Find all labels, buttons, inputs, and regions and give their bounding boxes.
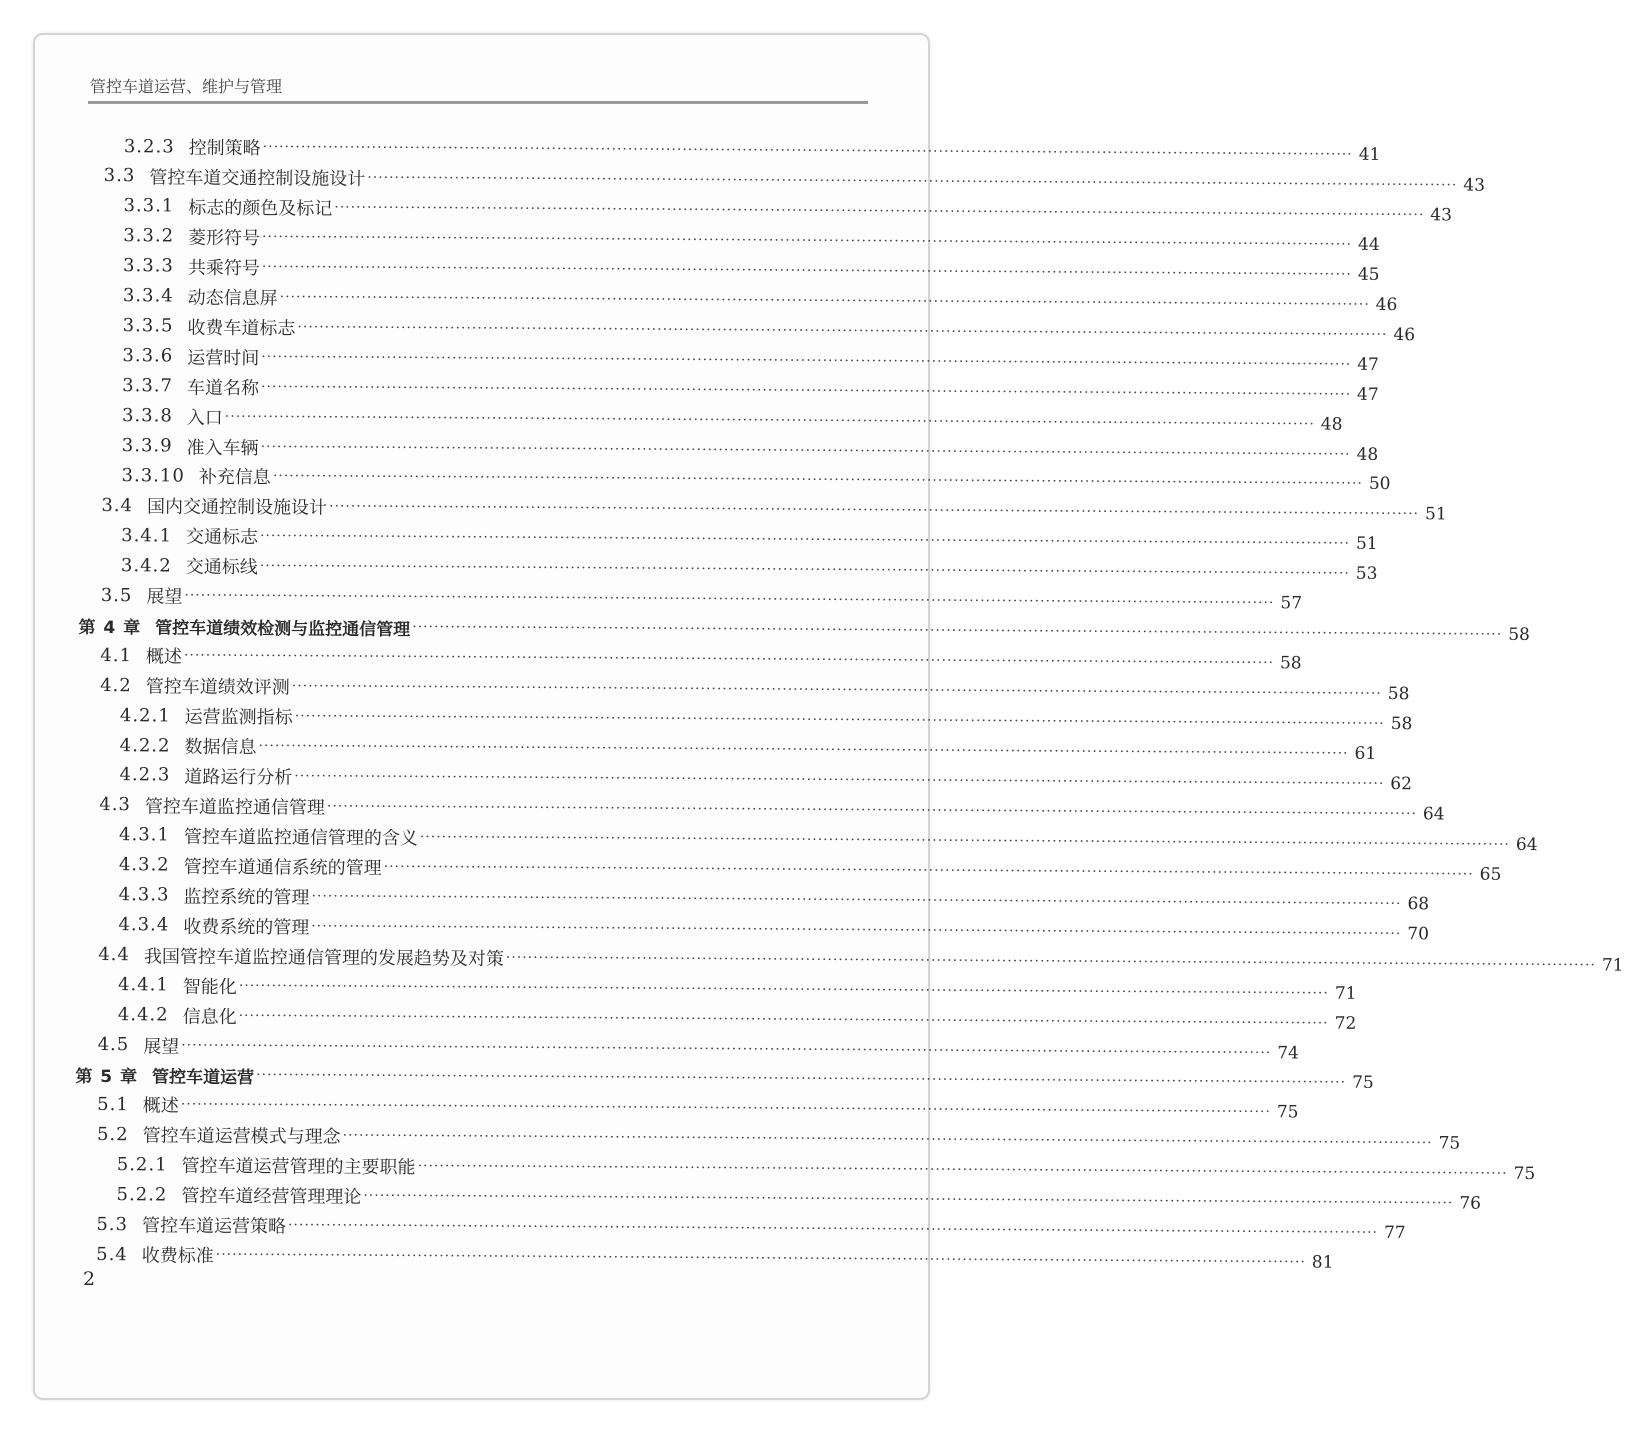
entry-title: 概述 (142, 1095, 179, 1117)
entry-number: 第 5 章 (75, 1066, 139, 1088)
leader-dots: ········································································································································································································ (279, 289, 1370, 313)
leader-dots: ········································································································································································································ (184, 587, 1275, 612)
entry-title: 补充信息 (198, 467, 271, 489)
entry-page: 58 (1508, 625, 1530, 646)
leader-dots: ········································································································································································································ (311, 918, 1402, 942)
leader-dots: ········································································································································································································ (260, 378, 1352, 403)
entry-number: 3.3.9 (121, 435, 173, 457)
leader-dots: ········································································································································································································ (215, 1246, 1306, 1271)
entry-page: 77 (1383, 1223, 1406, 1244)
entry-number: 3.3.5 (122, 315, 174, 337)
entry-number: 3.3 (103, 165, 136, 187)
toc-entry (96, 1239, 1334, 1274)
entry-title: 我国管控车道监控通信管理的发展趋势及对策 (143, 945, 504, 970)
leader-dots: ········································································································································································································ (334, 199, 1425, 224)
leader-dots: ········································································································································································································ (238, 977, 1329, 1002)
entry-page: 75 (1352, 1073, 1374, 1094)
entry-page: 48 (1320, 414, 1343, 435)
leader-dots: ········································································································································································································ (417, 1158, 1508, 1183)
entry-page: 46 (1393, 324, 1416, 345)
entry-title: 准入车辆 (186, 437, 259, 459)
entry-title: 运营时间 (187, 347, 260, 369)
entry-title: 智能化 (182, 976, 237, 998)
entry-title: 管控车道通信系统的管理 (183, 856, 382, 879)
leader-dots: ········································································································································································································ (258, 738, 1349, 762)
entry-number: 4.3 (99, 794, 132, 816)
entry-title: 标志的颜色及标记 (188, 197, 333, 220)
entry-title: 运营监测指标 (184, 706, 293, 729)
entry-title: 数据信息 (184, 736, 257, 759)
entry-page: 62 (1390, 773, 1413, 795)
entry-number: 5.4 (96, 1243, 128, 1265)
entry-number: 3.3.8 (121, 405, 173, 427)
entry-page: 75 (1438, 1133, 1461, 1154)
leader-dots: ········································································································································································································ (311, 888, 1402, 912)
entry-page: 57 (1280, 593, 1303, 614)
entry-page: 58 (1387, 684, 1410, 705)
leader-dots: ········································································································································································································ (181, 1037, 1272, 1061)
entry-number: 4.5 (97, 1034, 130, 1056)
entry-page: 41 (1358, 144, 1381, 165)
entry-title: 管控车道监控通信管理 (144, 796, 325, 819)
entry-number: 3.2.3 (123, 135, 175, 158)
leader-dots: ········································································································································································································ (259, 528, 1351, 553)
leader-dots: ········································································································································································································ (261, 258, 1352, 283)
leader-dots: ········································································································································································································ (180, 1096, 1271, 1121)
entry-title: 收费系统的管理 (183, 916, 310, 939)
leader-dots: ········································································································································································································ (505, 949, 1596, 974)
entry-page: 43 (1430, 205, 1453, 226)
entry-page: 44 (1358, 234, 1380, 255)
entry-page: 75 (1276, 1102, 1299, 1123)
entry-title: 控制策略 (188, 137, 261, 160)
entry-page: 81 (1311, 1252, 1334, 1273)
entry-title: 信息化 (182, 1006, 237, 1028)
leader-dots: ········································································································································································································ (383, 858, 1474, 883)
entry-title: 收费标准 (141, 1245, 214, 1267)
leader-dots: ········································································································································································································ (294, 708, 1385, 733)
entry-number: 4.2.3 (119, 764, 171, 786)
entry-title: 动态信息屏 (187, 287, 278, 309)
leader-dots: ········································································································································································································ (224, 408, 1315, 433)
entry-number: 3.3.10 (121, 465, 185, 487)
entry-title: 展望 (146, 586, 183, 608)
entry-number: 5.2.2 (116, 1183, 168, 1206)
entry-title: 管控车道绩效检测与监控通信管理 (155, 618, 411, 640)
entry-page: 71 (1334, 983, 1357, 1004)
entry-number: 5.2.1 (116, 1153, 168, 1176)
entry-page: 47 (1356, 384, 1379, 405)
entry-number: 4.4.2 (117, 1004, 169, 1026)
entry-page: 46 (1375, 294, 1398, 315)
entry-title: 管控车道运营模式与理念 (142, 1125, 341, 1149)
entry-title: 交通标线 (185, 556, 258, 579)
leader-dots: ········································································································································································································ (291, 678, 1382, 703)
entry-number: 5.2 (96, 1123, 129, 1146)
entry-number: 4.2.2 (119, 734, 171, 757)
entry-title: 共乘符号 (187, 257, 260, 279)
entry-title: 管控车道绩效评测 (145, 676, 290, 699)
entry-page: 58 (1390, 714, 1413, 735)
entry-title: 国内交通控制设施设计 (146, 496, 328, 519)
entry-page: 72 (1334, 1013, 1357, 1034)
entry-title: 菱形符号 (187, 227, 261, 249)
leader-dots: ········································································································································································································ (260, 438, 1351, 463)
leader-dots: ········································································································································································································ (262, 139, 1353, 163)
leader-dots: ········································································································································································································ (367, 169, 1458, 194)
leader-dots: ········································································································································································································ (326, 798, 1418, 823)
running-header: 管控车道运营、维护与管理 (90, 77, 283, 96)
entry-page: 50 (1368, 474, 1391, 495)
entry-page: 61 (1354, 743, 1377, 764)
entry-number: 3.3.6 (122, 345, 174, 367)
entry-title: 管控车道经营管理理论 (181, 1185, 362, 1209)
entry-number: 4.3.1 (119, 824, 170, 846)
entry-title: 展望 (143, 1035, 180, 1058)
entry-number: 4.4.1 (117, 974, 169, 996)
leader-dots: ········································································································································································································ (262, 228, 1353, 253)
entry-number: 3.4 (101, 494, 134, 517)
page-number: 2 (83, 1268, 96, 1290)
leader-dots: ········································································································································································································ (287, 1217, 1379, 1242)
entry-title: 管控车道监控通信管理的含义 (183, 826, 418, 850)
entry-page: 68 (1407, 893, 1430, 915)
leader-dots: ········································································································································································································ (412, 619, 1503, 643)
entry-number: 4.1 (100, 644, 133, 666)
entry-number: 3.3.1 (123, 195, 175, 217)
entry-page: 71 (1601, 955, 1624, 976)
entry-page: 58 (1279, 653, 1302, 674)
entry-title: 道路运行分析 (184, 766, 293, 789)
leader-dots: ········································································································································································································ (363, 1188, 1454, 1212)
entry-number: 4.3.4 (118, 914, 170, 936)
entry-page: 65 (1479, 864, 1502, 885)
entry-page: 64 (1515, 834, 1538, 855)
entry-number: 4.3.2 (118, 854, 170, 876)
entry-number: 3.5 (100, 584, 133, 606)
entry-number: 4.2 (100, 674, 132, 696)
leader-dots: ········································································································································································································ (183, 647, 1275, 672)
entry-number: 4.2.1 (119, 704, 171, 727)
leader-dots: ········································································································································································································ (294, 768, 1385, 792)
entry-number: 4.3.3 (118, 884, 170, 906)
entry-number: 第 4 章 (78, 617, 142, 638)
entry-page: 75 (1513, 1164, 1536, 1185)
entry-title: 监控系统的管理 (183, 886, 310, 909)
entry-title: 管控车道运营 (151, 1067, 255, 1089)
entry-page: 70 (1407, 923, 1429, 944)
entry-number: 5.3 (96, 1213, 129, 1235)
entry-number: 4.4 (98, 944, 130, 966)
leader-dots: ········································································································································································································ (297, 319, 1388, 343)
leader-dots: ········································································································································································································ (259, 558, 1350, 583)
entry-page: 47 (1357, 354, 1379, 375)
entry-page: 51 (1355, 534, 1378, 555)
entry-number: 3.3.3 (122, 255, 174, 277)
entry-title: 交通标志 (185, 526, 259, 549)
leader-dots: ········································································································································································································ (238, 1007, 1329, 1032)
entry-number: 3.3.4 (122, 285, 174, 307)
entry-title: 管控车道运营管理的主要职能 (181, 1155, 416, 1179)
entry-title: 管控车道运营策略 (141, 1215, 287, 1238)
entry-title: 收费车道标志 (187, 317, 296, 340)
leader-dots: ········································································································································································································ (272, 468, 1363, 493)
leader-dots: ········································································································································································································ (256, 1067, 1347, 1092)
leader-dots: ········································································································································································································ (328, 498, 1420, 523)
header-rule (88, 101, 868, 104)
entry-title: 管控车道交通控制设施设计 (149, 167, 366, 190)
entry-page: 64 (1422, 804, 1445, 825)
entry-number: 3.4.1 (121, 525, 173, 547)
entry-number: 3.3.7 (122, 375, 174, 397)
entry-title: 车道名称 (186, 377, 260, 399)
entry-number: 3.3.2 (123, 225, 175, 247)
leader-dots: ········································································································································································································ (419, 829, 1510, 853)
entry-title: 概述 (145, 646, 183, 668)
entry-page: 45 (1357, 264, 1380, 285)
entry-number: 3.4.2 (120, 554, 172, 577)
entry-number: 5.1 (97, 1093, 129, 1116)
entry-page: 48 (1356, 444, 1379, 465)
leader-dots: ········································································································································································································ (342, 1128, 1433, 1152)
entry-page: 53 (1355, 564, 1378, 585)
leader-dots: ········································································································································································································ (261, 348, 1352, 373)
entry-page: 74 (1277, 1042, 1299, 1063)
entry-title: 入口 (186, 407, 223, 429)
entry-page: 51 (1424, 504, 1447, 525)
entry-page: 76 (1459, 1193, 1482, 1214)
entry-page: 43 (1463, 175, 1486, 196)
